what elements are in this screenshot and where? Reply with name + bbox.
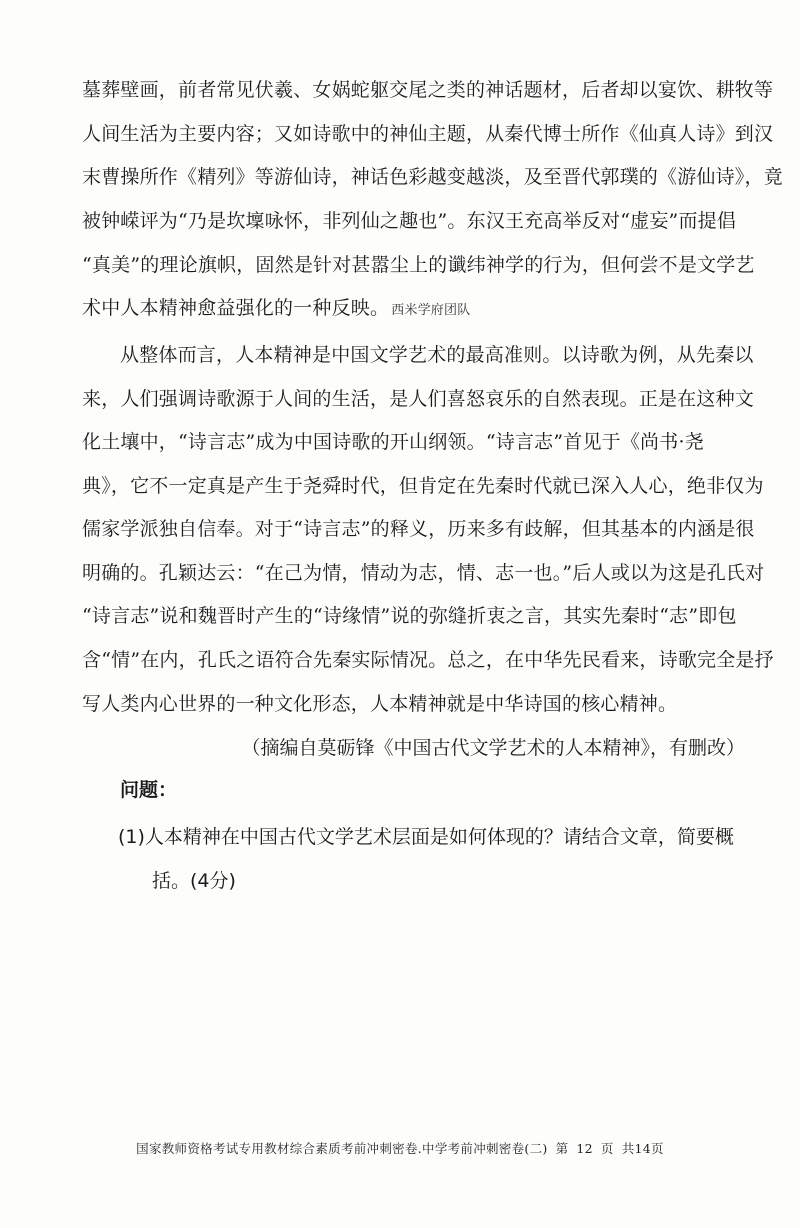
passage-line: 写人类内心世界的一种文化形态，人本精神就是中华诗国的核心精神。 xyxy=(82,693,678,715)
passage-line: 墓葬壁画，前者常见伏羲、女娲蛇躯交尾之类的神话题材，后者却以宴饮、耕牧等 xyxy=(82,79,774,101)
passage-line-text: 术中人本精神愈益强化的一种反映。 xyxy=(82,297,390,319)
passage-line: 儒家学派独自信奉。对于“诗言志”的释义，历来多有歧解，但其基本的内涵是很 xyxy=(82,518,755,540)
passage-line: 从整体而言，人本精神是中国文学艺术的最高准则。以诗歌为例，从先秦以 xyxy=(120,344,754,366)
passage-line: 化土壤中，“诗言志”成为中国诗歌的开山纲领。“诗言志”首见于《尚书·尧 xyxy=(82,431,704,453)
passage-line: 明确的。孔颖达云：“在己为情，情动为志，情、志一也。”后人或以为这是孔氏对 xyxy=(82,562,765,584)
footer-total-pages: 共14页 xyxy=(621,1141,664,1156)
question-1-line-1: (1)人本精神在中国古代文学艺术层面是如何体现的？请结合文章，简要概 xyxy=(118,826,734,848)
page-footer xyxy=(0,1140,800,1158)
inline-watermark-text: 西米学府团队 xyxy=(391,302,471,317)
footer-title: 国家教师资格考试专用教材综合素质考前冲刺密卷.中学考前冲刺密卷(二) xyxy=(136,1141,548,1156)
questions-heading: 问题： xyxy=(120,779,178,801)
passage-line: 来，人们强调诗歌源于人间的生活，是人们喜怒哀乐的自然表现。正是在这种文 xyxy=(82,388,755,410)
passage-line: “真美”的理论旗帜，固然是针对甚嚣尘上的谶纬神学的行为，但何尝不是文学艺 xyxy=(82,254,755,276)
question-1-line-2: 括。(4分) xyxy=(152,870,236,892)
passage-line: 人间生活为主要内容；又如诗歌中的神仙主题，从秦代博士所作《仙真人诗》到汉 xyxy=(82,123,774,145)
passage-line: 典》，它不一定真是产生于尧舜时代，但肯定在先秦时代就已深入人心，绝非仅为 xyxy=(82,475,764,497)
footer-page-number: 12 xyxy=(576,1141,593,1156)
passage-line: 被钟嵘评为“乃是坎壈咏怀，非列仙之趣也”。东汉王充高举反对“虚妄”而提倡 xyxy=(82,210,737,232)
footer-page-suffix: 页 xyxy=(600,1141,614,1156)
passage-line: “诗言志”说和魏晋时产生的“诗缘情”说的弥缝折衷之言，其实先秦时“志”即包 xyxy=(82,605,737,627)
passage-line: 含“情”在内，孔氏之语符合先秦实际情况。总之，在中华先民看来，诗歌完全是抒 xyxy=(82,649,774,671)
source-citation: （摘编自莫砺锋《中国古代文学艺术的人本精神》，有删改） xyxy=(241,737,745,759)
footer-page-prefix: 第 xyxy=(555,1141,569,1156)
passage-line: 末曹操所作《精列》等游仙诗，神话色彩越变越淡，及至晋代郭璞的《游仙诗》，竟 xyxy=(82,166,783,188)
passage-line-last xyxy=(82,294,470,324)
